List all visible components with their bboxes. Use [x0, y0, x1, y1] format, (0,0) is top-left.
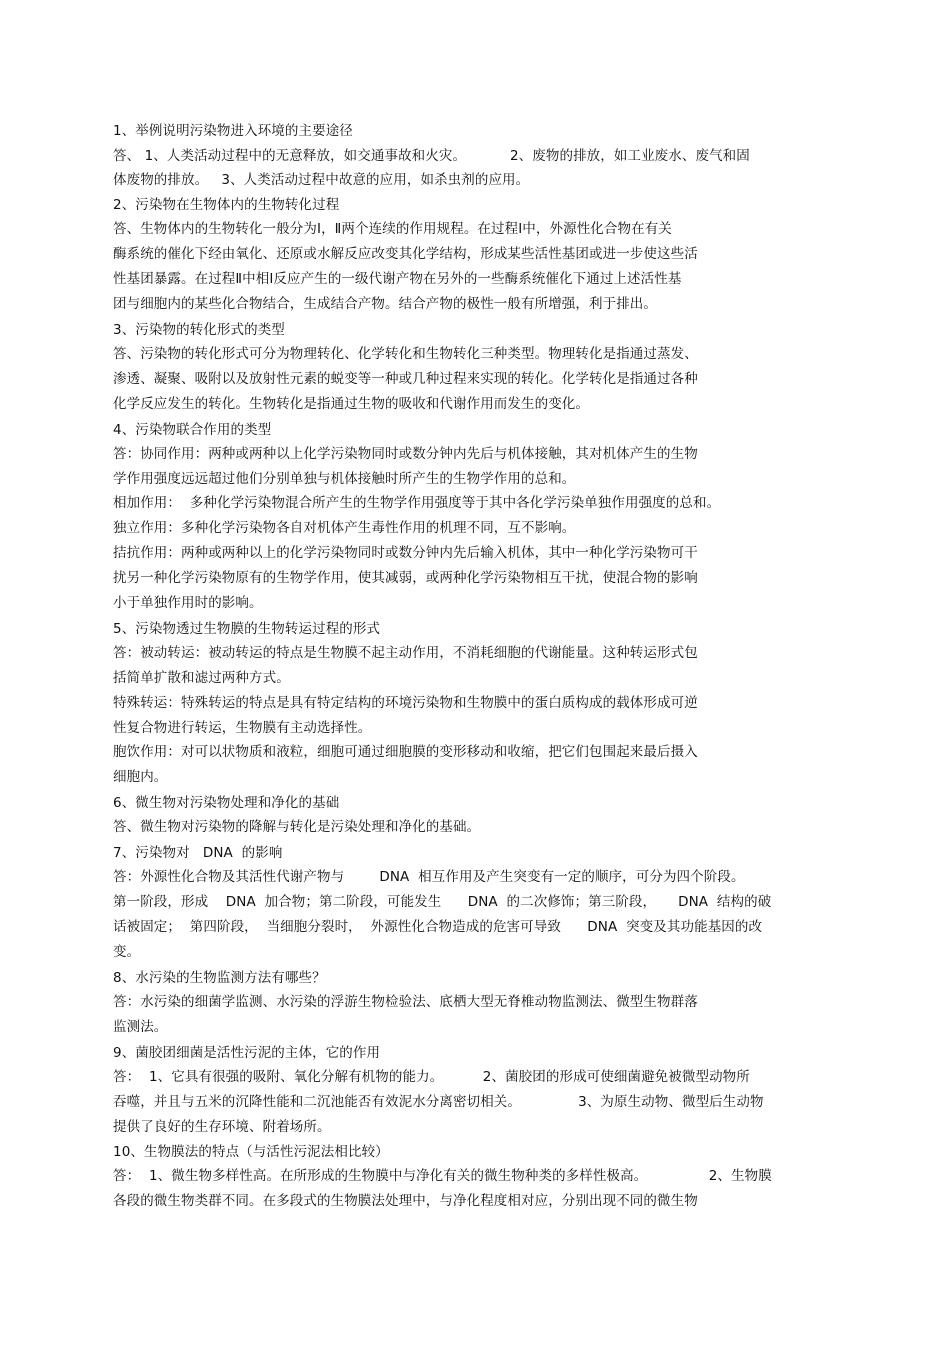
answer-line: 话被固定； 第四阶段， 当细胞分裂时， 外源性化合物造成的危害可导致 DNA 突变及其功能基因的改: [113, 919, 763, 935]
answer-line: 答、 1、人类活动过程中的无意释放，如交通事故和火灾。 2、废物的排放，如工业废水、废气和固: [113, 148, 750, 164]
answer-line: 答：被动转运：被动转运的特点是生物膜不起主动作用，不消耗细胞的代谢能量。这种转运形式包: [113, 645, 698, 661]
answer-line: 胞饮作用：对可以状物质和液粒，细胞可通过细胞膜的变形移动和收缩，把它们包围起来最后摄入: [113, 744, 698, 760]
answer-line: 相加作用： 多种化学污染物混合所产生的生物学作用强度等于其中各化学污染单独作用强度的总和。: [113, 495, 721, 511]
heading-q10: 10、生物膜法的特点（与活性污泥法相比较）: [113, 1144, 389, 1160]
heading-q9: 9、菌胶团细菌是活性污泥的主体，它的作用: [113, 1045, 381, 1061]
answer-line: 第一阶段，形成 DNA 加合物；第二阶段，可能发生 DNA 的二次修饰；第三阶段， DNA 结构的破: [113, 894, 772, 910]
answer-line: 体废物的排放。 3、人类活动过程中故意的应用，如杀虫剂的应用。: [113, 172, 530, 188]
answer-line: 酶系统的催化下经由氧化、还原或水解反应改变其化学结构，形成某些活性基团或进一步使这些活: [113, 246, 698, 262]
answer-line: 各段的微生物类群不同。在多段式的生物膜法处理中，与净化程度相对应，分别出现不同的微生物: [113, 1193, 698, 1209]
answer-line: 答：协同作用：两种或两种以上化学污染物同时或数分钟内先后与机体接触，其对机体产生的生物: [113, 446, 698, 462]
heading-q2: 2、污染物在生物体内的生物转化过程: [113, 197, 340, 213]
answer-line: 提供了良好的生存环境、附着场所。: [113, 1119, 331, 1135]
answer-line: 化学反应发生的转化。生物转化是指通过生物的吸收和代谢作用而发生的变化。: [113, 396, 589, 412]
answer-line: 独立作用：多种化学污染物各自对机体产生毒性作用的机理不同，互不影响。: [113, 520, 576, 536]
heading-q5: 5、污染物透过生物膜的生物转运过程的形式: [113, 621, 381, 637]
answer-line: 变。: [113, 944, 141, 960]
answer-line: 吞噬，并且与五米的沉降性能和二沉池能否有效泥水分离密切相关。 3、为原生动物、微型后生动物: [113, 1094, 764, 1110]
answer-line: 性基团暴露。在过程Ⅱ中相Ⅰ反应产生的一级代谢产物在另外的一些酶系统催化下通过上述活性基: [113, 271, 682, 287]
answer-line: 细胞内。: [113, 769, 168, 785]
answer-line: 团与细胞内的某些化合物结合，生成结合产物。结合产物的极性一般有所增强，利于排出。: [113, 296, 657, 312]
heading-q4: 4、污染物联合作用的类型: [113, 422, 272, 438]
answer-line: 特殊转运：特殊转运的特点是具有特定结构的环境污染物和生物膜中的蛋白质构成的载体形成可逆: [113, 695, 698, 711]
answer-line: 监测法。: [113, 1019, 168, 1035]
answer-line: 性复合物进行转运，生物膜有主动选择性。: [113, 720, 372, 736]
answer-line: 答、污染物的转化形式可分为物理转化、化学转化和生物转化三种类型。物理转化是指通过蒸发、: [113, 346, 698, 362]
answer-line: 渗透、凝聚、吸附以及放射性元素的蜕变等一种或几种过程来实现的转化。化学转化是指通过各种: [113, 371, 698, 387]
answer-line: 答：外源性化合物及其活性代谢产物与 DNA 相互作用及产生突变有一定的顺序，可分为四个阶段。: [113, 869, 745, 885]
answer-line: 小于单独作用时的影响。: [113, 595, 263, 611]
answer-line: 括简单扩散和滤过两种方式。: [113, 670, 290, 686]
heading-q8: 8、水污染的生物监测方法有哪些？: [113, 970, 326, 986]
answer-line: 答： 1、它具有很强的吸附、氧化分解有机物的能力。 2、菌胶团的形成可使细菌避免被微型动物所: [113, 1069, 750, 1085]
answer-line: 拮抗作用：两种或两种以上的化学污染物同时或数分钟内先后输入机体，其中一种化学污染物可干: [113, 545, 698, 561]
heading-q3: 3、污染物的转化形式的类型: [113, 322, 285, 338]
heading-q7: 7、污染物对 DNA 的影响: [113, 845, 283, 861]
heading-q6: 6、微生物对污染物处理和净化的基础: [113, 795, 340, 811]
answer-line: 学作用强度远远超过他们分别单独与机体接触时所产生的生物学作用的总和。: [113, 471, 576, 487]
heading-q1: 1、举例说明污染物进入环境的主要途径: [113, 123, 353, 139]
answer-line: 答、微生物对污染物的降解与转化是污染处理和净化的基础。: [113, 819, 481, 835]
answer-line: 答： 1、微生物多样性高。在所形成的生物膜中与净化有关的微生物种类的多样性极高。 2、生物膜: [113, 1168, 772, 1184]
answer-line: 扰另一种化学污染物原有的生物学作用，使其减弱，或两种化学污染物相互干扰，使混合物的影响: [113, 570, 698, 586]
answer-line: 答：水污染的细菌学监测、水污染的浮游生物检验法、底栖大型无脊椎动物监测法、微型生物群落: [113, 994, 698, 1010]
answer-line: 答、生物体内的生物转化一般分为Ⅰ，Ⅱ两个连续的作用规程。在过程Ⅰ中，外源性化合物在有关: [113, 221, 672, 237]
